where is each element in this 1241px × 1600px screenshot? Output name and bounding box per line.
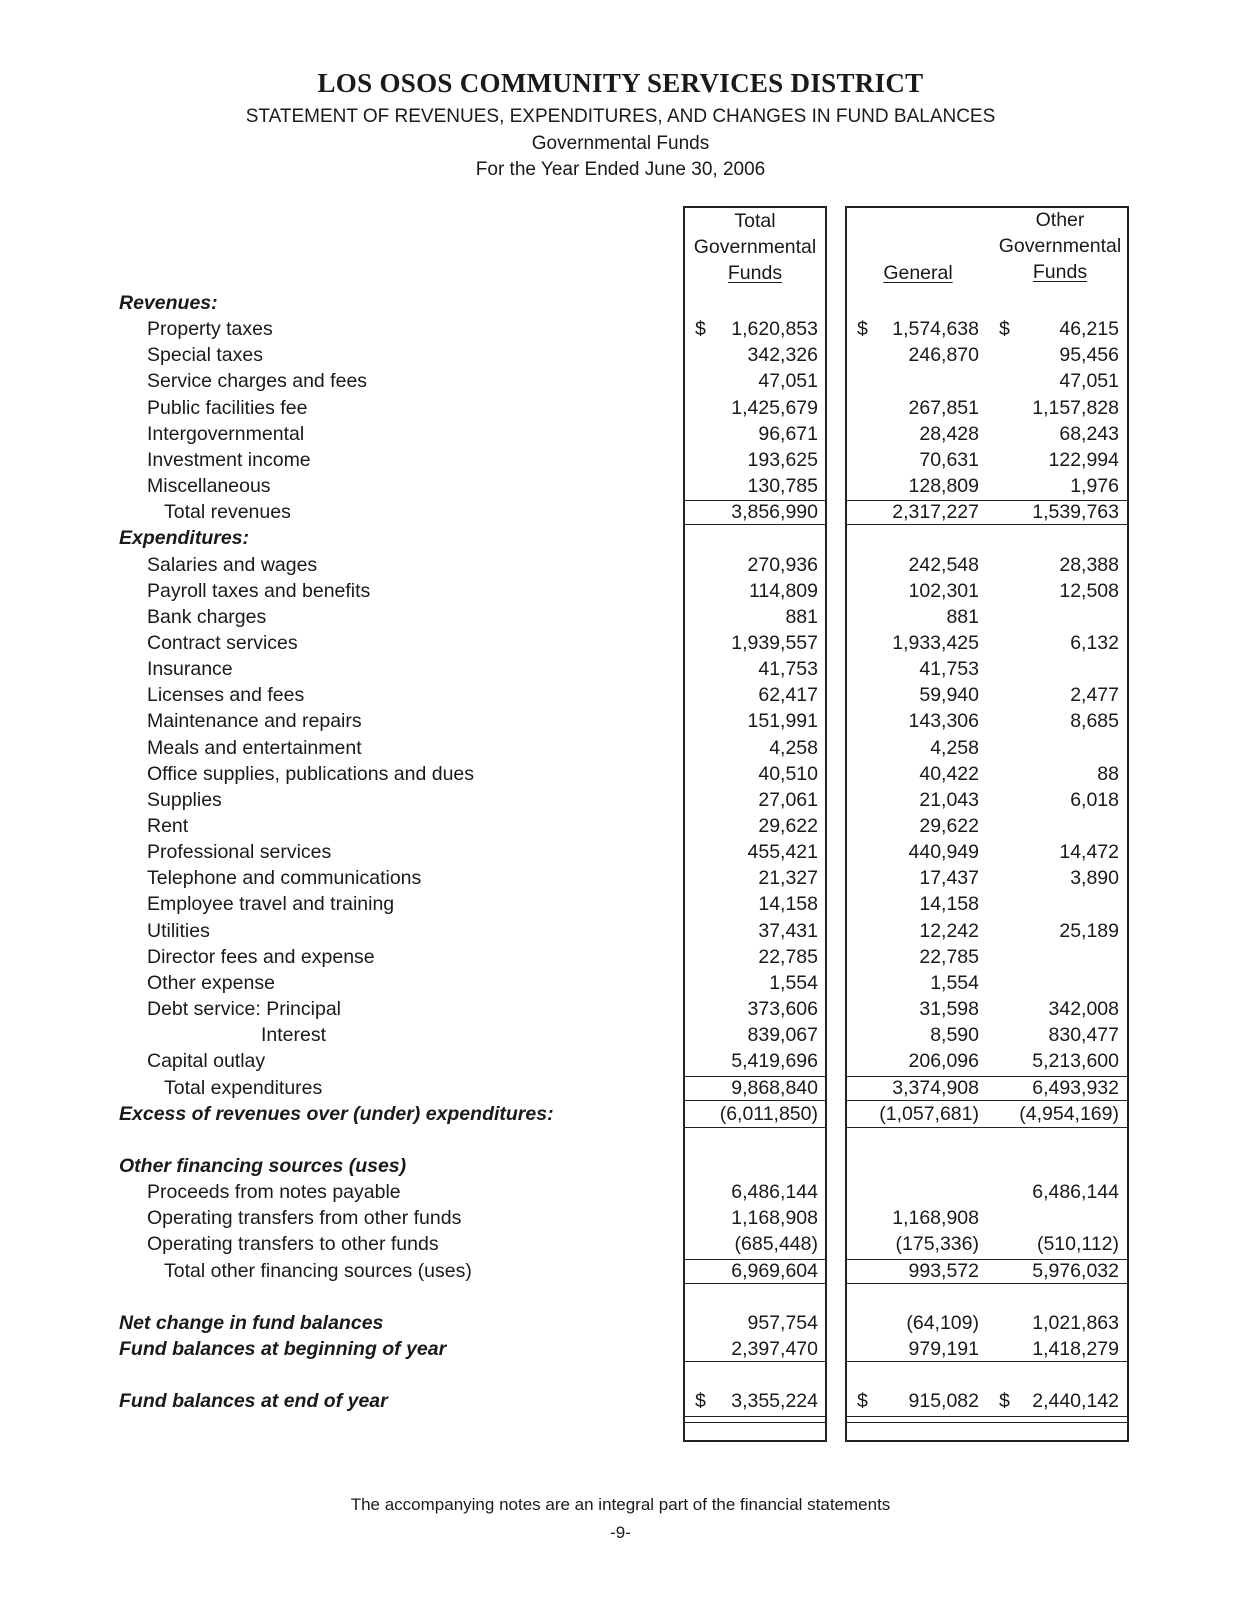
footnote: The accompanying notes are an integral part of the financial statements bbox=[350, 1495, 891, 1514]
general-value: 1,933,425 bbox=[892, 631, 979, 654]
general-value: 59,940 bbox=[919, 684, 979, 707]
rule-below-total-financing-total bbox=[685, 1283, 825, 1284]
rule-below-ending-balance-2-total bbox=[685, 1422, 825, 1423]
total-value: 9,868,840 bbox=[731, 1076, 818, 1099]
rule-below-total-revenues-total bbox=[685, 524, 825, 525]
table-row bbox=[0, 656, 1241, 682]
other-value: 8,685 bbox=[1070, 710, 1119, 733]
other-value: 28,388 bbox=[1059, 553, 1119, 576]
table-row bbox=[0, 630, 1241, 656]
section-row bbox=[0, 1101, 1241, 1127]
general-value: 22,785 bbox=[919, 945, 979, 968]
row-label: Fund balances at end of year bbox=[119, 1390, 388, 1413]
total-value: 4,258 bbox=[769, 736, 818, 759]
total-value: 27,061 bbox=[758, 788, 818, 811]
row-label: Intergovernmental bbox=[147, 422, 305, 445]
row-label: Salaries and wages bbox=[147, 553, 318, 576]
table-row bbox=[0, 1179, 1241, 1205]
page-title: LOS OSOS COMMUNITY SERVICES DISTRICT bbox=[317, 68, 924, 98]
total-value: 21,327 bbox=[758, 867, 818, 890]
general-value: 143,306 bbox=[908, 710, 979, 733]
table-row bbox=[0, 1048, 1241, 1074]
other-value: 5,976,032 bbox=[1032, 1259, 1119, 1282]
table-row bbox=[0, 1362, 1241, 1388]
other-value: 5,213,600 bbox=[1032, 1050, 1119, 1073]
table-row bbox=[0, 787, 1241, 813]
other-column-header bbox=[991, 207, 1129, 285]
total-header-line2: Governmental bbox=[693, 236, 817, 258]
table-row bbox=[0, 316, 1241, 342]
row-label: Capital outlay bbox=[147, 1050, 266, 1073]
total-value: 455,421 bbox=[747, 841, 818, 864]
total-value: (685,448) bbox=[734, 1233, 818, 1256]
row-label: Licenses and fees bbox=[147, 684, 305, 707]
total-value: 40,510 bbox=[758, 762, 818, 785]
general-value: 979,191 bbox=[908, 1338, 979, 1360]
total-value: 130,785 bbox=[747, 475, 818, 498]
total-value: 114,809 bbox=[748, 579, 818, 602]
table-row bbox=[0, 604, 1241, 630]
other-value: 6,486,144 bbox=[1032, 1181, 1119, 1204]
other-value: 14,472 bbox=[1059, 841, 1119, 864]
general-column-header bbox=[860, 260, 976, 286]
general-value: 881 bbox=[946, 605, 979, 628]
total-value: 881 bbox=[785, 605, 818, 628]
other-value: 342,008 bbox=[1048, 998, 1119, 1021]
total-value: 6,486,144 bbox=[731, 1181, 818, 1204]
other-value: (4,954,169) bbox=[1019, 1102, 1119, 1125]
total-value: 6,969,604 bbox=[731, 1259, 818, 1282]
other-value: 95,456 bbox=[1059, 344, 1119, 367]
other-header-line3: Funds bbox=[1032, 261, 1088, 283]
total-value: 193,625 bbox=[747, 448, 818, 471]
other-value: 1,539,763 bbox=[1032, 501, 1119, 524]
rule-above-total-revenues-funds bbox=[847, 500, 1127, 501]
total-value: 96,671 bbox=[758, 422, 818, 445]
general-value: 993,572 bbox=[908, 1259, 979, 1282]
period: For the Year Ended June 30, 2006 bbox=[475, 159, 766, 180]
table-row bbox=[0, 996, 1241, 1022]
rule-below-ending-balance-1-funds bbox=[847, 1416, 1127, 1417]
other-header-line1: Other bbox=[1035, 209, 1085, 231]
general-value: 2,317,227 bbox=[892, 501, 979, 524]
row-label: Maintenance and repairs bbox=[147, 710, 362, 733]
row-label: Debt service: Principal bbox=[147, 998, 341, 1021]
table-row bbox=[0, 735, 1241, 761]
general-value: 29,622 bbox=[919, 815, 979, 837]
other-header-line2: Governmental bbox=[998, 235, 1122, 257]
table-row bbox=[0, 944, 1241, 970]
row-label: Supplies bbox=[147, 788, 222, 811]
total-value: 2,397,470 bbox=[731, 1338, 818, 1360]
other-value: 6,132 bbox=[1070, 631, 1119, 654]
rule-above-total-financing-total bbox=[685, 1259, 825, 1260]
total-value: 62,417 bbox=[758, 684, 818, 707]
rule-above-total-revenues-total bbox=[685, 500, 825, 501]
rule-below-excess-total bbox=[685, 1127, 825, 1128]
currency-symbol: $ bbox=[999, 318, 1010, 341]
other-value: 12,508 bbox=[1059, 579, 1119, 602]
rule-below-total-expenditures-funds bbox=[847, 1100, 1127, 1101]
row-label: Revenues: bbox=[119, 292, 218, 314]
row-label: Operating transfers to other funds bbox=[147, 1233, 439, 1256]
table-row bbox=[0, 1205, 1241, 1231]
general-value: 242,548 bbox=[908, 553, 979, 576]
row-label: Investment income bbox=[147, 448, 311, 471]
general-value: 31,598 bbox=[919, 998, 979, 1021]
general-value: 3,374,908 bbox=[892, 1076, 979, 1099]
rule-above-total-expenditures-total bbox=[685, 1076, 825, 1077]
table-row bbox=[0, 761, 1241, 787]
table-row bbox=[0, 839, 1241, 865]
total-value: 270,936 bbox=[747, 553, 818, 576]
other-value: 830,477 bbox=[1048, 1024, 1119, 1047]
other-value: 2,477 bbox=[1070, 684, 1119, 707]
total-value: 5,419,696 bbox=[731, 1050, 818, 1073]
general-value: 17,437 bbox=[919, 867, 979, 890]
general-value: 246,870 bbox=[908, 344, 979, 367]
general-value: 440,949 bbox=[908, 841, 979, 864]
rule-below-excess-funds bbox=[847, 1127, 1127, 1128]
section-row bbox=[0, 525, 1241, 551]
row-label: Contract services bbox=[147, 631, 298, 654]
row-label: Telephone and communications bbox=[147, 867, 422, 890]
general-value: 41,753 bbox=[919, 658, 979, 681]
total-value: 14,158 bbox=[758, 893, 818, 916]
table-row bbox=[0, 708, 1241, 734]
other-value: 2,440,142 bbox=[1032, 1390, 1119, 1413]
row-label: Utilities bbox=[147, 919, 210, 942]
total-value: 3,856,990 bbox=[731, 501, 818, 524]
total-value: 29,622 bbox=[758, 815, 818, 837]
other-value: 3,890 bbox=[1070, 867, 1119, 890]
row-label: Operating transfers from other funds bbox=[147, 1207, 462, 1230]
row-label: Total expenditures bbox=[164, 1076, 323, 1099]
general-header: General bbox=[883, 262, 953, 284]
general-value: 70,631 bbox=[919, 448, 979, 471]
section-row bbox=[0, 1153, 1241, 1179]
other-value: 46,215 bbox=[1059, 318, 1119, 341]
total-row bbox=[0, 499, 1241, 525]
table-row bbox=[0, 552, 1241, 578]
row-label: Fund balances at beginning of year bbox=[119, 1338, 447, 1360]
general-value: 1,168,908 bbox=[892, 1207, 979, 1230]
row-label: Total revenues bbox=[164, 501, 291, 524]
total-value: 1,620,853 bbox=[731, 318, 818, 341]
row-label: Meals and entertainment bbox=[147, 736, 362, 759]
general-value: 128,809 bbox=[908, 475, 979, 498]
currency-symbol: $ bbox=[695, 1390, 706, 1413]
row-label: Employee travel and training bbox=[147, 893, 395, 916]
row-label: Other financing sources (uses) bbox=[119, 1154, 407, 1177]
general-value: 28,428 bbox=[919, 422, 979, 445]
rule-below-total-financing-funds bbox=[847, 1283, 1127, 1284]
rule-below-beginning-balance-funds bbox=[847, 1361, 1127, 1362]
general-value: 102,301 bbox=[908, 579, 979, 602]
table-row bbox=[0, 473, 1241, 499]
total-value: 41,753 bbox=[758, 658, 818, 681]
row-label: Property taxes bbox=[147, 318, 273, 341]
other-value: 47,051 bbox=[1059, 370, 1119, 393]
general-value: (1,057,681) bbox=[879, 1102, 979, 1125]
rule-below-ending-balance-1-total bbox=[685, 1416, 825, 1417]
other-value: 88 bbox=[1097, 762, 1119, 785]
other-value: 1,021,863 bbox=[1032, 1311, 1119, 1334]
table-row bbox=[0, 970, 1241, 996]
row-label: Public facilities fee bbox=[147, 396, 308, 419]
total-header-line3: Funds bbox=[727, 262, 783, 284]
total-value: 22,785 bbox=[758, 945, 818, 968]
total-row bbox=[0, 1075, 1241, 1101]
row-label: Rent bbox=[147, 815, 189, 837]
rule-below-ending-balance-2-funds bbox=[847, 1422, 1127, 1423]
section-row bbox=[0, 1336, 1241, 1362]
general-value: 267,851 bbox=[908, 396, 979, 419]
other-value: 1,157,828 bbox=[1032, 396, 1119, 419]
table-row bbox=[0, 682, 1241, 708]
rule-below-beginning-balance-total bbox=[685, 1361, 825, 1362]
total-value: 1,939,557 bbox=[731, 631, 818, 654]
other-value: 6,493,932 bbox=[1032, 1076, 1119, 1099]
section-row bbox=[0, 1310, 1241, 1336]
total-value: 839,067 bbox=[747, 1024, 818, 1047]
rule-above-total-financing-funds bbox=[847, 1259, 1127, 1260]
table-row bbox=[0, 813, 1241, 839]
row-label: Insurance bbox=[147, 658, 233, 681]
total-value: 373,606 bbox=[747, 998, 818, 1021]
table-row bbox=[0, 891, 1241, 917]
total-value: 3,355,224 bbox=[731, 1390, 818, 1413]
total-value: 47,051 bbox=[758, 370, 818, 393]
row-label: Payroll taxes and benefits bbox=[147, 579, 371, 602]
row-label: Other expense bbox=[147, 971, 275, 994]
general-value: (64,109) bbox=[906, 1311, 979, 1334]
total-value: 151,991 bbox=[747, 710, 818, 733]
row-label: Interest bbox=[261, 1024, 327, 1047]
section-row bbox=[0, 1388, 1241, 1414]
general-value: 4,258 bbox=[930, 736, 979, 759]
rule-below-total-expenditures-total bbox=[685, 1100, 825, 1101]
table-row bbox=[0, 342, 1241, 368]
table-row bbox=[0, 578, 1241, 604]
table-row bbox=[0, 865, 1241, 891]
general-value: 1,554 bbox=[930, 971, 979, 994]
row-label: Bank charges bbox=[147, 605, 267, 628]
table-row bbox=[0, 1127, 1241, 1153]
total-value: 342,326 bbox=[747, 344, 818, 367]
statement-title: STATEMENT OF REVENUES, EXPENDITURES, AND CHANGES IN FUND BALANCES bbox=[245, 106, 996, 127]
general-value: (175,336) bbox=[895, 1233, 979, 1256]
table-row bbox=[0, 1231, 1241, 1257]
other-value: 6,018 bbox=[1070, 788, 1119, 811]
total-value: 1,168,908 bbox=[731, 1207, 818, 1230]
other-value: 122,994 bbox=[1048, 448, 1119, 471]
currency-symbol: $ bbox=[999, 1390, 1010, 1413]
total-column-header bbox=[683, 208, 827, 286]
general-value: 915,082 bbox=[908, 1390, 979, 1413]
other-value: 1,418,279 bbox=[1032, 1338, 1119, 1360]
fund-type: Governmental Funds bbox=[531, 133, 710, 154]
total-value: 1,554 bbox=[769, 971, 818, 994]
general-value: 8,590 bbox=[930, 1024, 979, 1047]
other-value: 1,976 bbox=[1070, 475, 1119, 498]
general-value: 1,574,638 bbox=[892, 318, 979, 341]
row-label: Office supplies, publications and dues bbox=[147, 762, 475, 785]
rule-below-total-revenues-funds bbox=[847, 524, 1127, 525]
row-label: Miscellaneous bbox=[147, 475, 271, 498]
row-label: Excess of revenues over (under) expenditures: bbox=[119, 1102, 554, 1125]
general-value: 12,242 bbox=[919, 919, 979, 942]
row-label: Net change in fund balances bbox=[119, 1311, 384, 1334]
total-row bbox=[0, 1258, 1241, 1284]
general-value: 14,158 bbox=[919, 893, 979, 916]
currency-symbol: $ bbox=[695, 318, 706, 341]
row-label: Director fees and expense bbox=[147, 945, 375, 968]
general-value: 206,096 bbox=[908, 1050, 979, 1073]
rule-above-total-expenditures-funds bbox=[847, 1076, 1127, 1077]
other-value: (510,112) bbox=[1036, 1233, 1119, 1256]
total-header-line1: Total bbox=[734, 210, 776, 232]
row-label: Special taxes bbox=[147, 344, 263, 367]
total-value: 1,425,679 bbox=[731, 396, 818, 419]
table-row bbox=[0, 447, 1241, 473]
currency-symbol: $ bbox=[857, 1390, 868, 1413]
total-value: (6,011,850) bbox=[719, 1102, 818, 1125]
general-value: 40,422 bbox=[919, 762, 979, 785]
row-label: Proceeds from notes payable bbox=[147, 1181, 401, 1204]
table-row bbox=[0, 368, 1241, 394]
table-row bbox=[0, 918, 1241, 944]
total-value: 957,754 bbox=[747, 1311, 818, 1334]
general-value: 21,043 bbox=[919, 788, 979, 811]
table-row bbox=[0, 1284, 1241, 1310]
total-value: 37,431 bbox=[758, 919, 818, 942]
table-row bbox=[0, 395, 1241, 421]
row-label: Total other financing sources (uses) bbox=[164, 1259, 472, 1282]
section-row bbox=[0, 290, 1241, 316]
other-value: 68,243 bbox=[1059, 422, 1119, 445]
other-value: 25,189 bbox=[1059, 919, 1119, 942]
row-label: Professional services bbox=[147, 841, 332, 864]
table-row bbox=[0, 421, 1241, 447]
page-number: -9- bbox=[610, 1523, 631, 1542]
row-label: Service charges and fees bbox=[147, 370, 368, 393]
table-row bbox=[0, 1022, 1241, 1048]
row-label: Expenditures: bbox=[119, 527, 250, 550]
currency-symbol: $ bbox=[857, 318, 868, 341]
